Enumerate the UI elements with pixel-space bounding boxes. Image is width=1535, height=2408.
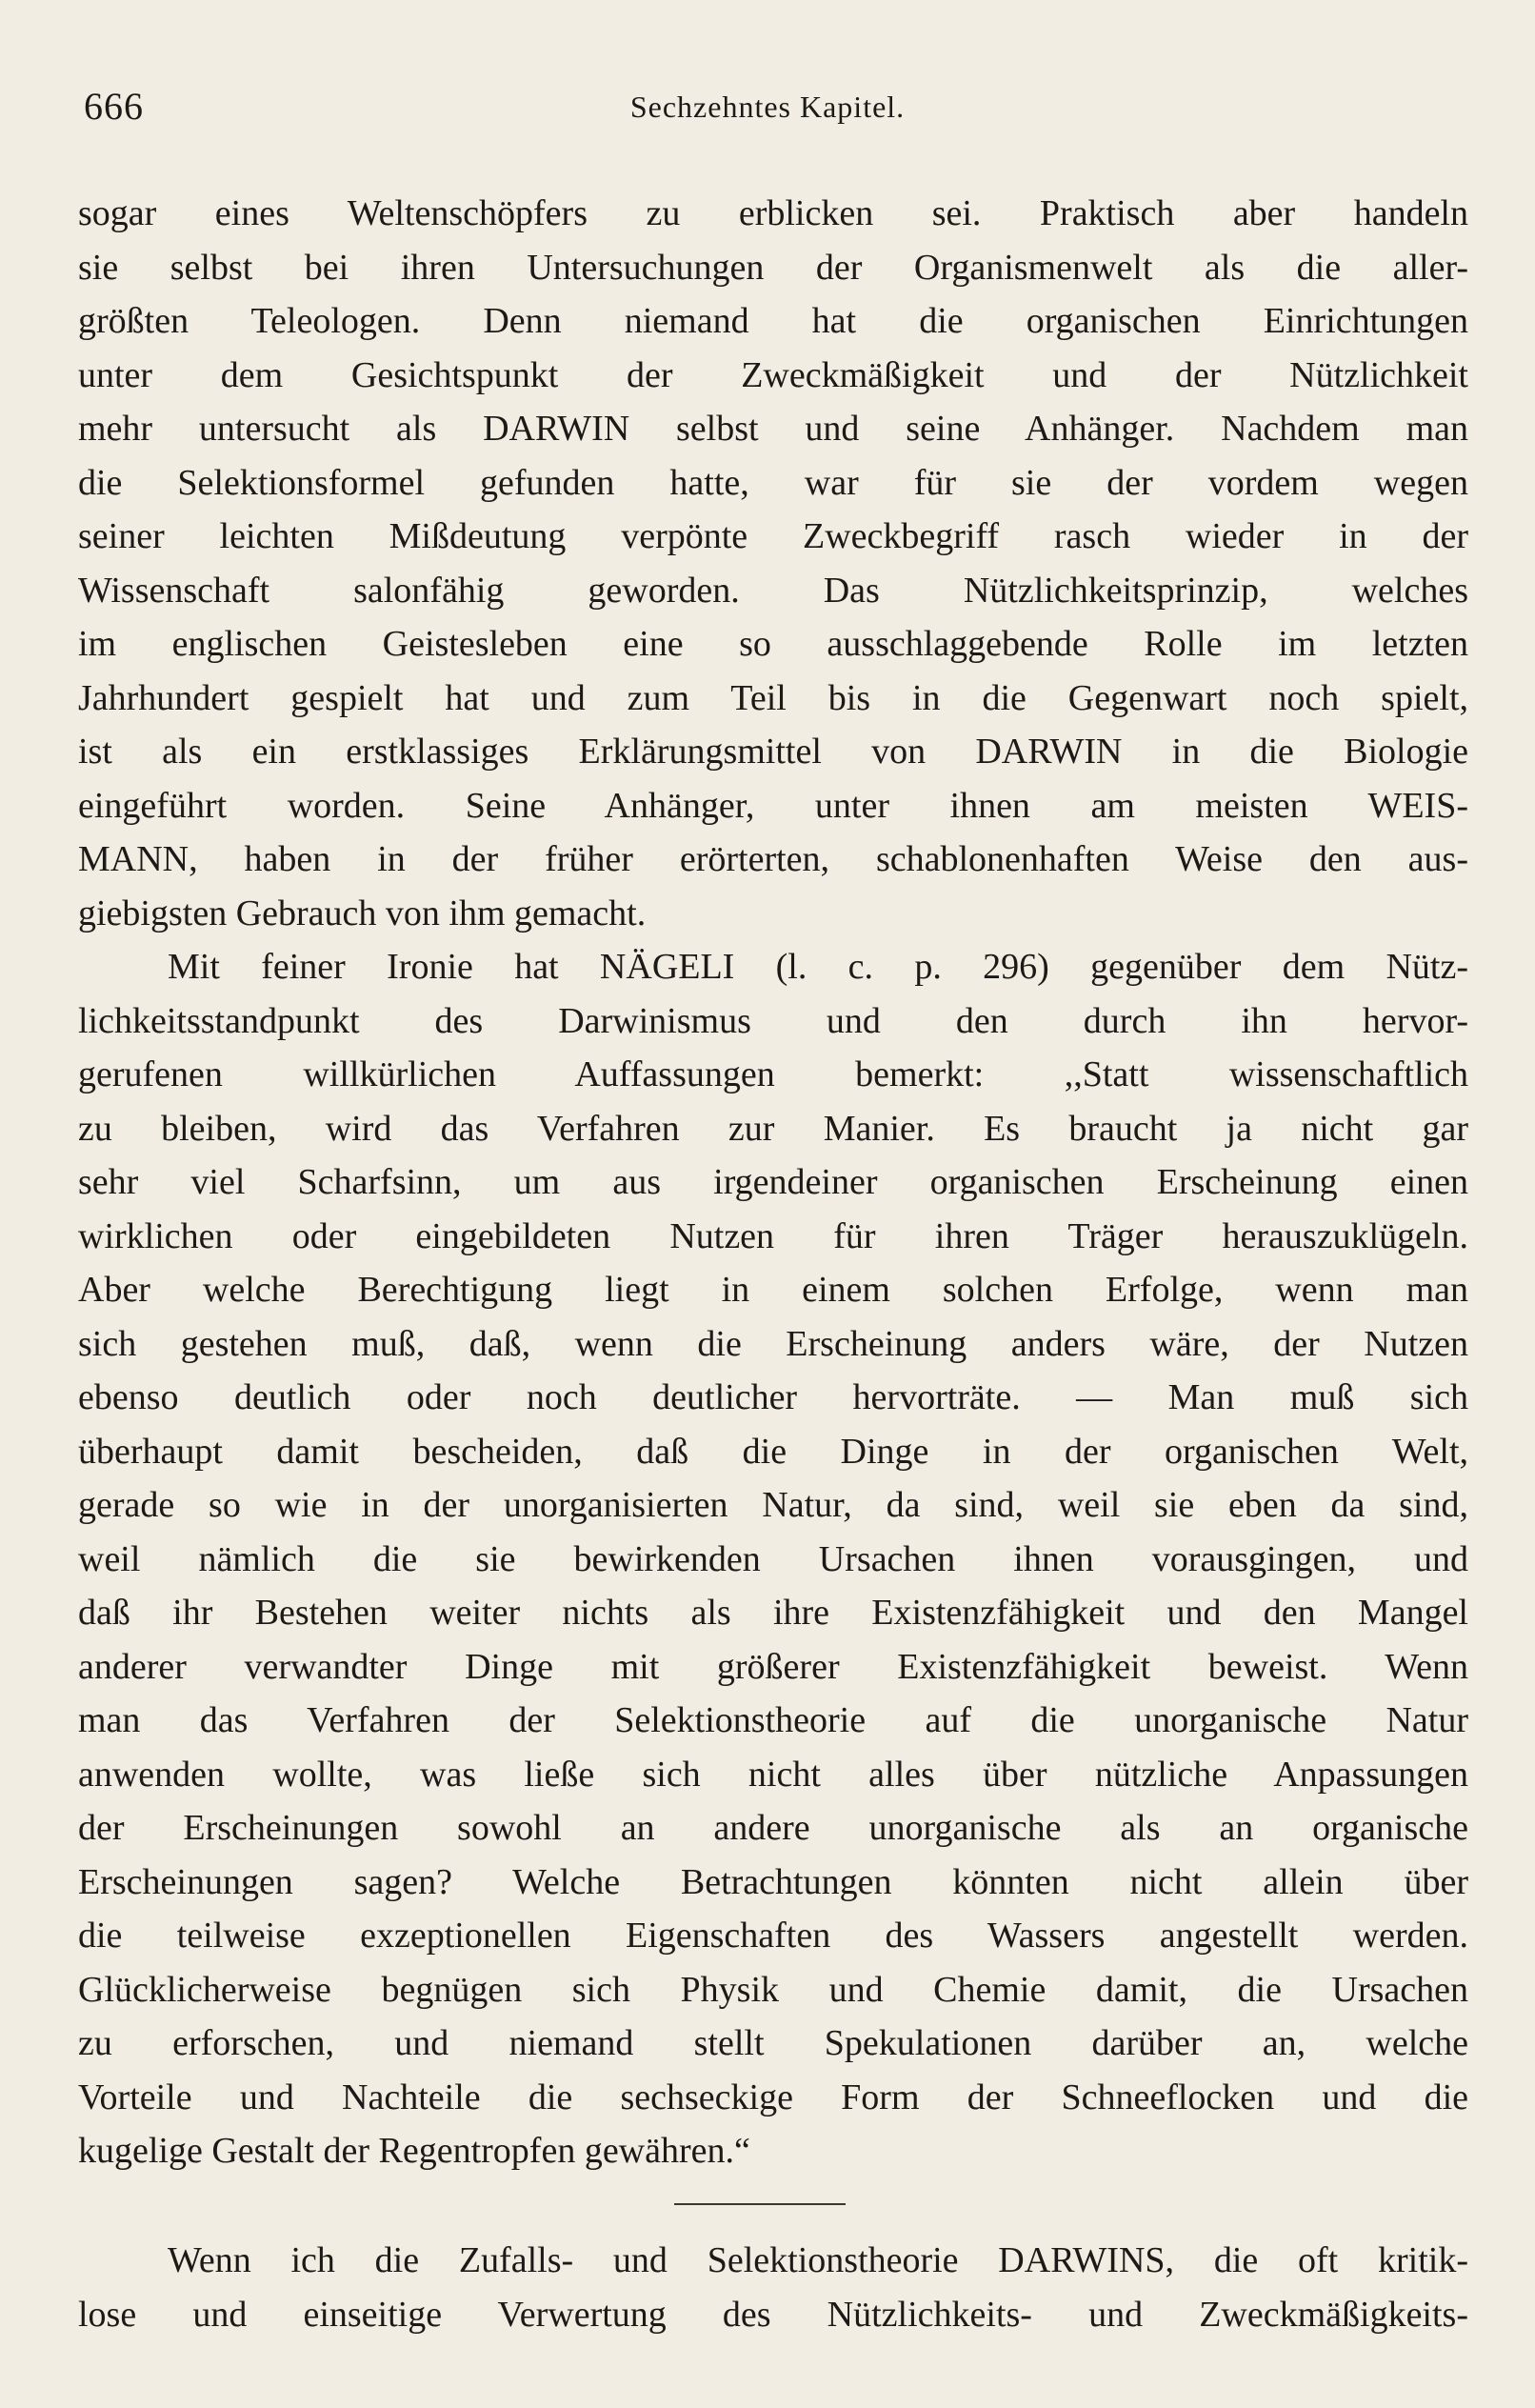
text-line: sogar eines Weltenschöpfers zu erblicken sei. Praktisch aber handeln [78, 193, 1468, 233]
text-line: Wenn ich die Zufalls- und Selektionstheorie DARWINS, die oft kritik- [168, 2240, 1468, 2280]
text-line: giebigsten Gebrauch von ihm gemacht. [78, 893, 647, 933]
text-line: unter dem Gesichtspunkt der Zweckmäßigkeit und der Nützlichkeit [78, 354, 1468, 395]
text-line: Vorteile und Nachteile die sechseckige Form der Schneeflocken und die [78, 2077, 1468, 2117]
paragraph-3 [78, 2234, 1468, 2341]
text-line: MANN, haben in der früher erörterten, schablonenhaften Weise den aus- [78, 839, 1468, 879]
text-line: eingeführt worden. Seine Anhänger, unter ihnen am meisten WEIS- [78, 785, 1468, 826]
text-line: anwenden wollte, was ließe sich nicht alles über nützliche Anpassungen [78, 1754, 1468, 1795]
text-line: größten Teleologen. Denn niemand hat die organischen Einrichtungen [78, 301, 1468, 341]
text-line: Mit feiner Ironie hat NÄGELI (l. c. p. 296) gegenüber dem Nütz- [168, 947, 1468, 987]
text-line: Jahrhundert gespielt hat und zum Teil bis in die Gegenwart noch spielt, [78, 677, 1468, 718]
page-number: 666 [84, 85, 144, 128]
text-line: kugelige Gestalt der Regentropfen gewähren.“ [78, 2131, 750, 2171]
running-head: Sechzehntes Kapitel. [629, 90, 906, 124]
text-line: ist als ein erstklassiges Erklärungsmittel von DARWIN in die Biologie [78, 732, 1468, 772]
text-line: der Erscheinungen sowohl an andere unorganische als an organische [78, 1808, 1468, 1848]
text-line: Aber welche Berechtigung liegt in einem solchen Erfolge, wenn man [78, 1270, 1468, 1310]
text-line: die Selektionsformel gefunden hatte, war für sie der vordem wegen [78, 462, 1468, 503]
text-line: seiner leichten Mißdeutung verpönte Zweckbegriff rasch wieder in der [78, 516, 1468, 556]
text-line: Erscheinungen sagen? Welche Betrachtungen könnten nicht allein über [78, 1861, 1468, 1902]
text-line: überhaupt damit bescheiden, daß die Dinge in der organischen Welt, [78, 1431, 1468, 1472]
text-line: zu erforschen, und niemand stellt Spekulationen darüber an, welche [78, 2023, 1468, 2063]
text-line: gerade so wie in der unorganisierten Natur, da sind, weil sie eben da sind, [78, 1485, 1468, 1525]
text-line: im englischen Geistesleben eine so ausschlaggebende Rolle im letzten [78, 624, 1468, 664]
text-line: gerufenen willkürlichen Auffassungen bemerkt: ,,Statt wissenschaftlich [78, 1054, 1468, 1094]
text-line: anderer verwandter Dinge mit größerer Existenzfähigkeit beweist. Wenn [78, 1646, 1468, 1687]
text-line: die teilweise exzeptionellen Eigenschaften des Wassers angestellt werden. [78, 1916, 1468, 1956]
text-line: ebenso deutlich oder noch deutlicher hervorträte. — Man muß sich [78, 1377, 1468, 1417]
paragraph-2 [78, 940, 1468, 2178]
section-divider [674, 2203, 846, 2205]
text-line: lose und einseitige Verwertung des Nützlichkeits- und Zweckmäßigkeits- [78, 2294, 1468, 2335]
text-line: Glücklicherweise begnügen sich Physik und Chemie damit, die Ursachen [78, 1969, 1468, 2010]
text-line: zu bleiben, wird das Verfahren zur Manier. Es braucht ja nicht gar [78, 1108, 1468, 1149]
text-line: sie selbst bei ihren Untersuchungen der Organismenwelt als die aller- [78, 247, 1468, 288]
main-text [78, 187, 1468, 2178]
text-line: lichkeitsstandpunkt des Darwinismus und den durch ihn hervor- [78, 1000, 1468, 1041]
text-line: daß ihr Bestehen weiter nichts als ihre Existenzfähigkeit und den Mangel [78, 1593, 1468, 1633]
text-line: weil nämlich die sie bewirkenden Ursachen ihnen vorausgingen, und [78, 1538, 1468, 1579]
text-line: man das Verfahren der Selektionstheorie auf die unorganische Natur [78, 1700, 1468, 1740]
continued-text [78, 2234, 1468, 2341]
paragraph-1 [78, 187, 1468, 940]
text-line: mehr untersucht als DARWIN selbst und seine Anhänger. Nachdem man [78, 409, 1468, 449]
text-line: Wissenschaft salonfähig geworden. Das Nützlichkeitsprinzip, welches [78, 570, 1468, 611]
text-line: wirklichen oder eingebildeten Nutzen für ihren Träger herauszuklügeln. [78, 1215, 1468, 1256]
text-line: sehr viel Scharfsinn, um aus irgendeiner organischen Erscheinung einen [78, 1162, 1468, 1202]
text-line: sich gestehen muß, daß, wenn die Erscheinung anders wäre, der Nutzen [78, 1323, 1468, 1364]
